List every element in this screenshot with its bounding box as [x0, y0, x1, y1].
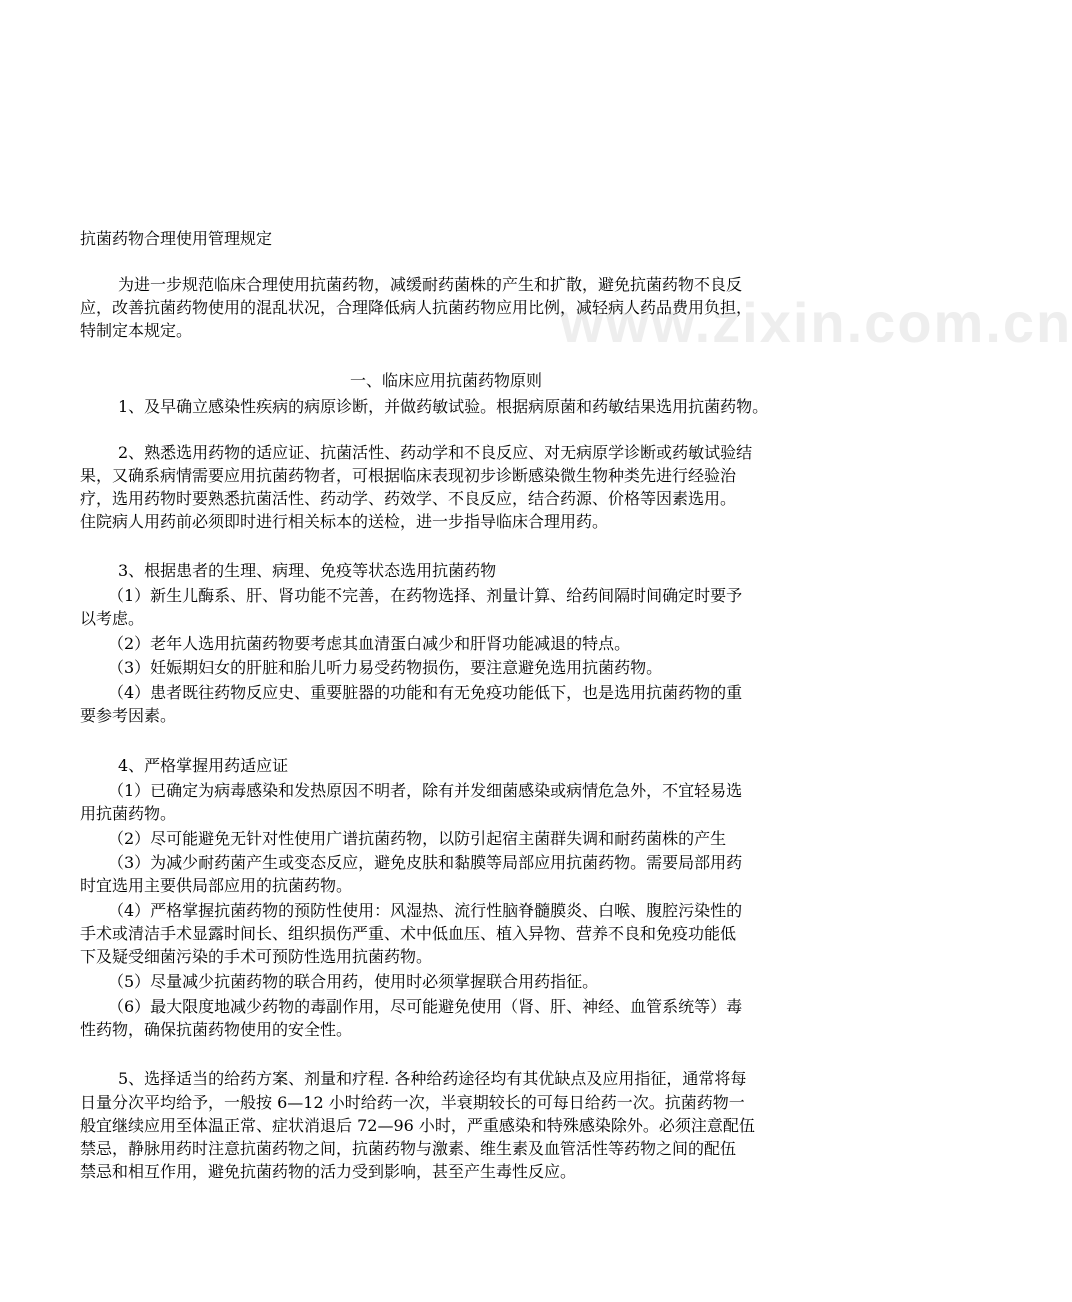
item-4-sub-4: 手术或清洁手术显露时间长、组织损伤严重、术中低血压、植入异物、营养不良和免疫功能低 — [80, 924, 737, 943]
intro-line: 应，改善抗菌药物使用的混乱状况，合理降低病人抗菌药物应用比例，减轻病人药品费用负担， — [80, 298, 753, 317]
item-3-sub-1: 以考虑。 — [80, 609, 145, 628]
item-5-line: 般宜继续应用至体温正常、症状消退后 72—96 小时，严重感染和特殊感染除外。必须注意配伍 — [80, 1116, 755, 1135]
item-4-sub-2: （2）尽可能避免无针对性使用广谱抗菌药物，以防引起宿主菌群失调和耐药菌株的产生 — [108, 829, 727, 848]
item-4-sub-5: （5）尽量减少抗菌药物的联合用药，使用时必须掌握联合用药指征。 — [108, 972, 599, 991]
item-4-heading: 4、严格掌握用药适应证 — [118, 756, 289, 775]
item-3-sub-1: （1）新生儿酶系、肝、肾功能不完善，在药物选择、剂量计算、给药间隔时间确定时要予 — [108, 586, 743, 605]
item-1: 1、及早确立感染性疾病的病原诊断，并做药敏试验。根据病原菌和药敏结果选用抗菌药物。 — [118, 397, 769, 416]
item-4-sub-1: 用抗菌药物。 — [80, 804, 177, 823]
item-2-line: 住院病人用药前必须即时进行相关标本的送检，进一步指导临床合理用药。 — [80, 512, 609, 531]
item-3-sub-4: （4）患者既往药物反应史、重要脏器的功能和有无免疫功能低下，也是选用抗菌药物的重 — [108, 683, 743, 702]
intro-line: 为进一步规范临床合理使用抗菌药物，减缓耐药菌株的产生和扩散，避免抗菌药物不良反 — [118, 275, 743, 294]
item-3-sub-3: （3）妊娠期妇女的肝脏和胎儿听力易受药物损伤，要注意避免选用抗菌药物。 — [108, 658, 663, 677]
item-4-sub-6: 性药物，确保抗菌药物使用的安全性。 — [80, 1020, 353, 1039]
document-title: 抗菌药物合理使用管理规定 — [80, 229, 273, 248]
item-4-sub-1: （1）已确定为病毒感染和发热原因不明者，除有并发细菌感染或病情危急外，不宜轻易选 — [108, 781, 743, 800]
item-5-line: 禁忌和相互作用，避免抗菌药物的活力受到影响，甚至产生毒性反应。 — [80, 1162, 577, 1181]
item-5-line: 5、选择适当的给药方案、剂量和疗程. 各种给药途径均有其优缺点及应用指征，通常将每 — [118, 1069, 747, 1088]
item-2-line: 2、熟悉选用药物的适应证、抗菌活性、药动学和不良反应、对无病原学诊断或药敏试验结 — [118, 443, 753, 462]
item-4-sub-6: （6）最大限度地减少药物的毒副作用，尽可能避免使用（肾、肝、神经、血管系统等）毒 — [108, 997, 743, 1016]
intro-line: 特制定本规定。 — [80, 321, 193, 340]
item-3-sub-4: 要参考因素。 — [80, 706, 177, 725]
item-2-line: 果，又确系病情需要应用抗菌药物者，可根据临床表现初步诊断感染微生物种类先进行经验治 — [80, 466, 737, 485]
watermark: www.zixin.com.cn — [560, 291, 1072, 354]
item-4-sub-3: 时宜选用主要供局部应用的抗菌药物。 — [80, 876, 353, 895]
item-4-sub-4: 下及疑受细菌污染的手术可预防性选用抗菌药物。 — [80, 947, 433, 966]
item-5-line: 日量分次平均给予，一般按 6—12 小时给药一次，半衰期较长的可每日给药一次。抗菌药物一 — [80, 1093, 745, 1112]
document-page — [80, 0, 1072, 1302]
item-5-line: 禁忌，静脉用药时注意抗菌药物之间，抗菌药物与激素、维生素及血管活性等药物之间的配伍 — [80, 1139, 737, 1158]
item-3-sub-2: （2）老年人选用抗菌药物要考虑其血清蛋白减少和肝肾功能减退的特点。 — [108, 634, 631, 653]
item-2-line: 疗，选用药物时要熟悉抗菌活性、药动学、药效学、不良反应，结合药源、价格等因素选用。 — [80, 489, 737, 508]
item-4-sub-4: （4）严格掌握抗菌药物的预防性使用：风湿热、流行性脑脊髓膜炎、白喉、腹腔污染性的 — [108, 901, 743, 920]
item-4-sub-3: （3）为减少耐药菌产生或变态反应，避免皮肤和黏膜等局部应用抗菌药物。需要局部用药 — [108, 853, 743, 872]
section-heading: 一、临床应用抗菌药物原则 — [350, 371, 543, 390]
item-3-heading: 3、根据患者的生理、病理、免疫等状态选用抗菌药物 — [118, 561, 497, 580]
